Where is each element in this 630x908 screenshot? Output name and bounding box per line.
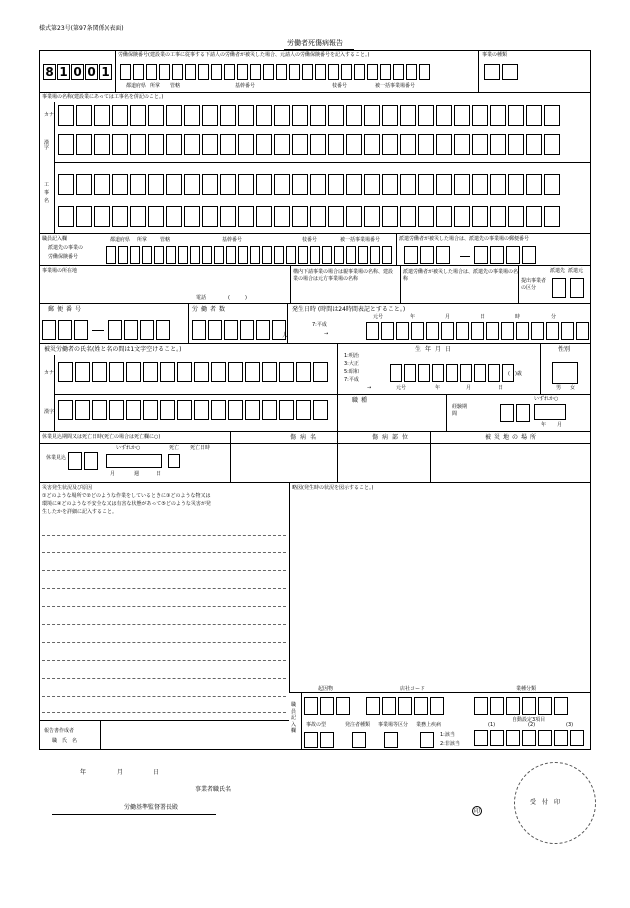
employer-label: 事業者職氏名 <box>195 786 232 793</box>
establishment-name-label: 事業場の名称(建設業にあっては工事名を併記のこと。) <box>42 94 164 100</box>
code-digit-5: 1 <box>99 64 112 80</box>
construction-name-cells-1[interactable] <box>58 174 560 195</box>
form-id: 様式第23号(第97条関係)(表面) <box>39 25 124 32</box>
code-digit-2: 1 <box>57 64 70 80</box>
office-label: 労働基準監督署長殿 <box>124 804 179 811</box>
cause-cells[interactable] <box>304 697 350 715</box>
code-digit-4: 0 <box>85 64 98 80</box>
reception-stamp-label: 受付印 <box>530 799 567 806</box>
leave-label: 休業見込期間又は死亡日時(死亡の場合は死亡欄に○) <box>42 434 161 440</box>
postal-cells[interactable] <box>42 320 88 340</box>
victim-kanji-cells[interactable] <box>58 400 328 420</box>
location-label: 事業場の所在地 <box>42 268 78 274</box>
dispatch-insurance-cells[interactable] <box>106 246 392 264</box>
diagram-label: 略図(発生時の状況を図示すること。) <box>292 485 374 491</box>
workers-cells[interactable] <box>192 320 286 340</box>
code-digit-1: 8 <box>43 64 56 80</box>
insurance-label: 労働保険番号(建設業の工事に従事する下請人の労働者が被災した場合、元請人の労働保険番号を記入すること。) <box>118 52 370 58</box>
victim-kana-cells[interactable] <box>58 362 328 382</box>
business-type-cell-1[interactable] <box>484 64 500 80</box>
sex-cell[interactable] <box>552 362 578 384</box>
business-type-label: 事業の種類 <box>482 52 508 58</box>
code-digit-3: 0 <box>71 64 84 80</box>
dispatch-postal-cells[interactable] <box>404 246 450 264</box>
staff-label: 職員記入欄 <box>42 236 68 242</box>
victim-name-label: 被災労働者の氏名(姓と名の間は1文字空けること。) <box>44 346 182 353</box>
form-title: 労働者死傷病報告 <box>287 39 343 47</box>
occur-datetime-cells[interactable] <box>366 322 589 340</box>
business-type-cell-2[interactable] <box>502 64 518 80</box>
insurance-cells[interactable] <box>120 64 430 80</box>
birth-date-cells[interactable] <box>390 364 514 382</box>
construction-name-cells-2[interactable] <box>58 206 560 227</box>
experience-cells[interactable] <box>500 404 530 422</box>
seal-mark: 印 <box>473 808 480 815</box>
establishment-kana-cells[interactable] <box>58 105 560 126</box>
establishment-kanji-cells[interactable] <box>58 134 560 155</box>
industry-cells[interactable] <box>474 697 568 715</box>
leave-cells[interactable] <box>68 452 98 470</box>
shop-code-cells[interactable] <box>366 697 444 715</box>
